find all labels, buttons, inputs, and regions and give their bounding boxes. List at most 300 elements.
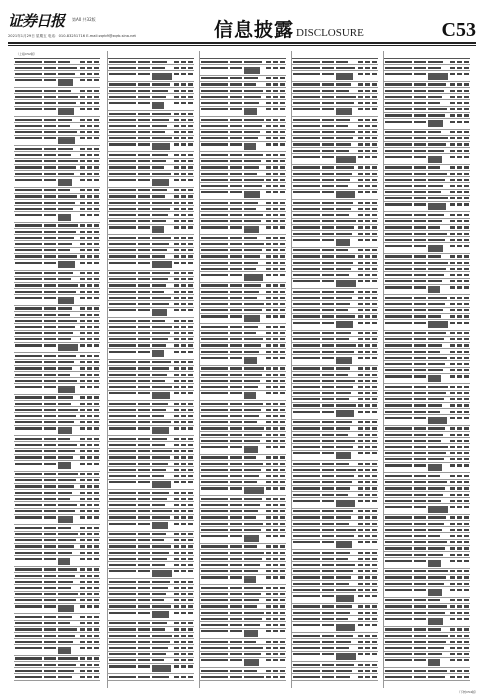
table-cell xyxy=(87,125,92,127)
table-row xyxy=(14,515,100,526)
table-cell xyxy=(58,403,71,405)
table-cell xyxy=(385,357,412,359)
table-cell xyxy=(450,612,455,614)
table-cell xyxy=(450,297,455,299)
table-cell xyxy=(80,409,85,411)
table-cell xyxy=(94,427,99,429)
table-cell xyxy=(322,487,334,489)
table-cell xyxy=(464,440,469,442)
table-cell xyxy=(109,510,136,512)
table-cell xyxy=(428,392,446,394)
table-cell xyxy=(87,676,92,678)
table-cell xyxy=(87,575,92,577)
table-cell xyxy=(385,576,412,578)
table-cell xyxy=(273,102,278,104)
table-column-4 xyxy=(291,51,378,688)
table-cell xyxy=(80,278,85,280)
table-cell xyxy=(201,67,228,69)
table-cell xyxy=(266,119,271,121)
table-cell xyxy=(138,593,150,595)
table-cell xyxy=(94,415,99,417)
table-cell xyxy=(201,137,228,139)
table-cell xyxy=(365,421,370,423)
table-cell xyxy=(244,208,256,210)
table-cell xyxy=(414,322,426,324)
table-cell xyxy=(181,498,186,500)
table-cell xyxy=(336,102,354,104)
table-cell xyxy=(414,233,426,235)
table-cell xyxy=(80,189,85,191)
table-cell xyxy=(266,386,271,388)
table-cell xyxy=(152,297,171,299)
table-cell xyxy=(450,239,455,241)
table-cell xyxy=(372,510,377,512)
table-cell xyxy=(44,208,56,210)
table-cell xyxy=(87,552,92,554)
table-cell xyxy=(230,576,242,578)
table-cell xyxy=(94,202,99,204)
table-cell xyxy=(385,446,412,448)
table-cell xyxy=(230,61,242,63)
table-cell xyxy=(174,326,179,328)
page-number: C53 xyxy=(441,19,476,41)
table-cell xyxy=(152,492,169,494)
table-cell xyxy=(293,641,320,643)
table-cell xyxy=(464,67,469,69)
table-cell xyxy=(450,560,455,562)
table-cell xyxy=(293,386,320,388)
table-cell xyxy=(188,450,193,452)
table-cell xyxy=(174,564,179,566)
table-cell xyxy=(414,102,426,104)
table-cell xyxy=(365,322,370,324)
table-cell xyxy=(293,357,320,359)
table-cell xyxy=(293,589,320,591)
table-cell xyxy=(87,622,92,624)
table-cell xyxy=(230,173,242,175)
table-cell xyxy=(385,96,412,98)
table-cell xyxy=(201,475,228,477)
table-cell xyxy=(15,641,42,643)
table-cell xyxy=(94,272,99,274)
table-row xyxy=(200,444,286,455)
table-cell xyxy=(80,119,85,121)
table-cell xyxy=(80,479,85,481)
table-cell xyxy=(80,137,85,139)
table-cell xyxy=(244,268,256,270)
table-cell xyxy=(201,326,228,328)
table-cell xyxy=(230,160,242,162)
table-cell xyxy=(457,411,462,413)
table-cell xyxy=(230,357,242,359)
table-cell xyxy=(293,131,320,133)
table-cell xyxy=(322,61,334,63)
table-cell xyxy=(414,427,426,429)
table-cell xyxy=(44,338,56,340)
table-cell xyxy=(80,154,85,156)
table-cell xyxy=(358,411,363,413)
table-cell xyxy=(385,121,412,123)
table-cell xyxy=(87,504,92,506)
table-cell xyxy=(201,202,228,204)
table-cell xyxy=(464,297,469,299)
table-cell xyxy=(280,576,285,578)
table-cell xyxy=(372,421,377,423)
table-cell xyxy=(336,73,353,80)
table-cell xyxy=(365,255,370,257)
table-cell xyxy=(266,380,271,382)
table-cell xyxy=(230,504,242,506)
table-cell xyxy=(188,96,193,98)
table-cell xyxy=(414,185,426,187)
table-cell xyxy=(15,166,42,168)
table-cell xyxy=(322,552,334,554)
table-cell xyxy=(174,278,179,280)
table-cell xyxy=(365,558,370,560)
table-cell xyxy=(174,291,179,293)
table-cell xyxy=(450,589,455,591)
table-cell xyxy=(152,516,170,518)
table-cell xyxy=(94,593,99,595)
table-cell xyxy=(80,214,85,216)
table-cell xyxy=(138,415,150,417)
table-cell xyxy=(230,166,242,168)
table-cell xyxy=(201,498,228,500)
table-row xyxy=(108,177,194,188)
table-cell xyxy=(464,605,469,607)
table-cell xyxy=(457,670,462,672)
table-cell xyxy=(372,322,377,324)
table-cell xyxy=(244,469,261,471)
table-cell xyxy=(58,189,70,191)
table-cell xyxy=(152,641,170,643)
table-cell xyxy=(293,280,320,282)
table-cell xyxy=(174,581,179,583)
table-cell xyxy=(87,73,92,75)
table-cell xyxy=(273,670,278,672)
table-cell xyxy=(58,485,74,487)
table-cell xyxy=(94,575,99,577)
table-cell xyxy=(293,552,320,554)
table-cell xyxy=(181,386,186,388)
table-cell xyxy=(87,545,92,547)
table-cell xyxy=(457,322,462,324)
table-cell xyxy=(201,220,228,222)
table-cell xyxy=(138,469,150,471)
table-cell xyxy=(385,286,412,288)
table-cell xyxy=(15,125,42,127)
table-cell xyxy=(450,83,455,85)
table-cell xyxy=(450,523,455,525)
table-cell xyxy=(174,647,179,649)
table-cell xyxy=(109,284,136,286)
table-cell xyxy=(181,653,186,655)
table-cell xyxy=(138,498,150,500)
table-cell xyxy=(152,90,168,92)
header-rule-thin xyxy=(8,45,476,46)
table-cell xyxy=(414,214,426,216)
table-cell xyxy=(244,456,256,458)
table-cell xyxy=(457,96,462,98)
table-cell xyxy=(230,427,242,429)
table-cell xyxy=(181,214,186,216)
table-cell xyxy=(266,498,271,500)
table-cell xyxy=(201,463,228,465)
table-cell xyxy=(44,272,56,274)
table-cell xyxy=(15,137,42,139)
table-cell xyxy=(336,303,350,305)
table-cell xyxy=(358,583,363,585)
table-cell xyxy=(188,195,193,197)
table-cell xyxy=(94,344,99,346)
table-cell xyxy=(372,647,377,649)
table-cell xyxy=(230,659,242,661)
table-cell xyxy=(181,599,186,601)
table-cell xyxy=(428,179,445,181)
table-cell xyxy=(450,131,455,133)
table-cell xyxy=(138,297,150,299)
table-cell xyxy=(109,564,136,566)
table-cell xyxy=(273,332,278,334)
table-cell xyxy=(109,463,136,465)
table-cell xyxy=(138,659,150,661)
table-cell xyxy=(138,386,150,388)
table-cell xyxy=(174,237,179,239)
table-cell xyxy=(280,475,285,477)
table-cell xyxy=(94,332,99,334)
table-cell xyxy=(365,463,370,465)
table-cell xyxy=(293,612,320,614)
table-cell xyxy=(174,67,179,69)
table-cell xyxy=(365,150,370,152)
table-cell xyxy=(358,595,363,597)
table-cell xyxy=(322,344,334,346)
table-cell xyxy=(280,208,285,210)
table-cell xyxy=(280,599,285,601)
table-cell xyxy=(450,670,455,672)
table-cell xyxy=(280,214,285,216)
table-cell xyxy=(138,90,150,92)
table-cell xyxy=(138,179,150,181)
table-cell xyxy=(428,203,446,210)
table-cell xyxy=(44,231,56,233)
table-cell xyxy=(336,367,350,369)
table-cell xyxy=(464,464,469,466)
table-cell xyxy=(152,125,167,127)
table-cell xyxy=(58,670,74,672)
table-cell xyxy=(109,386,136,388)
table-row xyxy=(200,314,286,325)
table-cell xyxy=(201,160,228,162)
table-cell xyxy=(428,120,443,127)
table-cell xyxy=(280,374,285,376)
table-cell xyxy=(44,587,56,589)
table-cell xyxy=(464,61,469,63)
table-cell xyxy=(188,297,193,299)
table-cell xyxy=(87,558,92,560)
table-cell xyxy=(358,233,363,235)
table-row xyxy=(200,658,286,669)
table-cell xyxy=(44,314,56,316)
table-cell xyxy=(428,239,445,241)
table-cell xyxy=(80,255,85,257)
table-cell xyxy=(372,208,377,210)
table-cell xyxy=(293,73,320,75)
table-cell xyxy=(109,202,136,204)
table-cell xyxy=(372,589,377,591)
table-cell xyxy=(44,344,56,346)
table-cell xyxy=(457,560,462,562)
table-cell xyxy=(358,605,363,607)
table-cell xyxy=(44,262,56,264)
table-cell xyxy=(188,498,193,500)
table-cell xyxy=(358,558,363,560)
table-cell xyxy=(280,421,285,423)
table-cell xyxy=(322,83,334,85)
table-cell xyxy=(372,255,377,257)
table-cell xyxy=(293,255,320,257)
table-cell xyxy=(273,440,278,442)
table-cell xyxy=(230,367,242,369)
table-cell xyxy=(138,641,150,643)
table-cell xyxy=(58,326,75,328)
table-cell xyxy=(174,338,179,340)
table-cell xyxy=(266,605,271,607)
table-cell xyxy=(293,268,320,270)
table-cell xyxy=(450,332,455,334)
table-cell xyxy=(365,173,370,175)
table-cell xyxy=(152,189,167,191)
table-cell xyxy=(87,284,92,286)
table-cell xyxy=(293,494,320,496)
table-cell xyxy=(109,558,136,560)
table-cell xyxy=(244,357,257,364)
table-cell xyxy=(428,589,442,596)
table-cell xyxy=(464,452,469,454)
table-cell xyxy=(80,421,85,423)
table-cell xyxy=(174,102,179,104)
table-cell xyxy=(44,79,56,81)
edition-info: 第A0 共32版 xyxy=(72,17,96,22)
table-cell xyxy=(322,322,334,324)
table-cell xyxy=(293,392,320,394)
table-cell xyxy=(138,226,150,228)
table-cell xyxy=(322,475,334,477)
table-cell xyxy=(181,113,186,115)
table-cell xyxy=(201,208,228,210)
table-cell xyxy=(365,469,370,471)
table-cell xyxy=(188,278,193,280)
table-cell xyxy=(322,516,334,518)
table-cell xyxy=(385,560,412,562)
table-cell xyxy=(174,361,179,363)
table-cell xyxy=(201,332,228,334)
table-cell xyxy=(201,427,228,429)
table-cell xyxy=(266,274,271,276)
table-cell xyxy=(44,96,56,98)
table-cell xyxy=(385,322,412,324)
table-cell xyxy=(87,214,92,216)
table-cell xyxy=(181,504,186,506)
section-title-cn: 信息披露 xyxy=(214,19,295,41)
table-cell xyxy=(280,297,285,299)
table-cell xyxy=(244,191,260,198)
table-cell xyxy=(273,67,278,69)
table-cell xyxy=(385,220,412,222)
table-cell xyxy=(280,498,285,500)
table-cell xyxy=(188,137,193,139)
table-cell xyxy=(15,568,42,570)
table-cell xyxy=(372,303,377,305)
table-cell xyxy=(188,160,193,162)
table-cell xyxy=(273,249,278,251)
table-cell xyxy=(266,463,271,465)
table-cell xyxy=(365,367,370,369)
table-cell xyxy=(464,102,469,104)
table-row xyxy=(14,674,100,680)
table-cell xyxy=(266,67,271,69)
table-cell xyxy=(358,576,363,578)
table-cell xyxy=(280,446,285,448)
table-cell xyxy=(94,479,99,481)
table-cell xyxy=(273,510,278,512)
table-cell xyxy=(414,131,426,133)
table-cell xyxy=(280,338,285,340)
table-cell xyxy=(94,307,99,309)
table-cell xyxy=(181,635,186,637)
table-cell xyxy=(385,434,412,436)
table-cell xyxy=(266,179,271,181)
table-cell xyxy=(152,587,168,589)
table-cell xyxy=(385,583,412,585)
table-cell xyxy=(280,191,285,193)
table-cell xyxy=(280,137,285,139)
table-cell xyxy=(174,195,179,197)
table-cell xyxy=(138,303,150,305)
table-cell xyxy=(273,593,278,595)
table-cell xyxy=(201,367,228,369)
table-cell xyxy=(385,166,412,168)
table-row xyxy=(292,652,378,663)
table-cell xyxy=(44,527,56,529)
table-cell xyxy=(188,332,193,334)
table-cell xyxy=(181,243,186,245)
table-cell xyxy=(174,510,179,512)
table-cell xyxy=(450,114,455,116)
table-cell xyxy=(457,338,462,340)
table-cell xyxy=(266,440,271,442)
table-cell xyxy=(58,575,75,577)
table-cell xyxy=(87,527,92,529)
table-cell xyxy=(372,125,377,127)
table-cell xyxy=(230,338,242,340)
table-cell xyxy=(244,255,260,257)
table-cell xyxy=(428,61,443,63)
table-cell xyxy=(457,427,462,429)
table-cell xyxy=(450,268,455,270)
table-cell xyxy=(414,547,426,549)
table-cell xyxy=(80,587,85,589)
table-cell xyxy=(457,102,462,104)
table-cell xyxy=(201,357,228,359)
table-cell xyxy=(152,611,169,618)
table-cell xyxy=(266,284,271,286)
table-cell xyxy=(322,125,334,127)
table-cell xyxy=(273,599,278,601)
table-cell xyxy=(414,344,426,346)
table-cell xyxy=(15,581,42,583)
table-cell xyxy=(414,67,426,69)
